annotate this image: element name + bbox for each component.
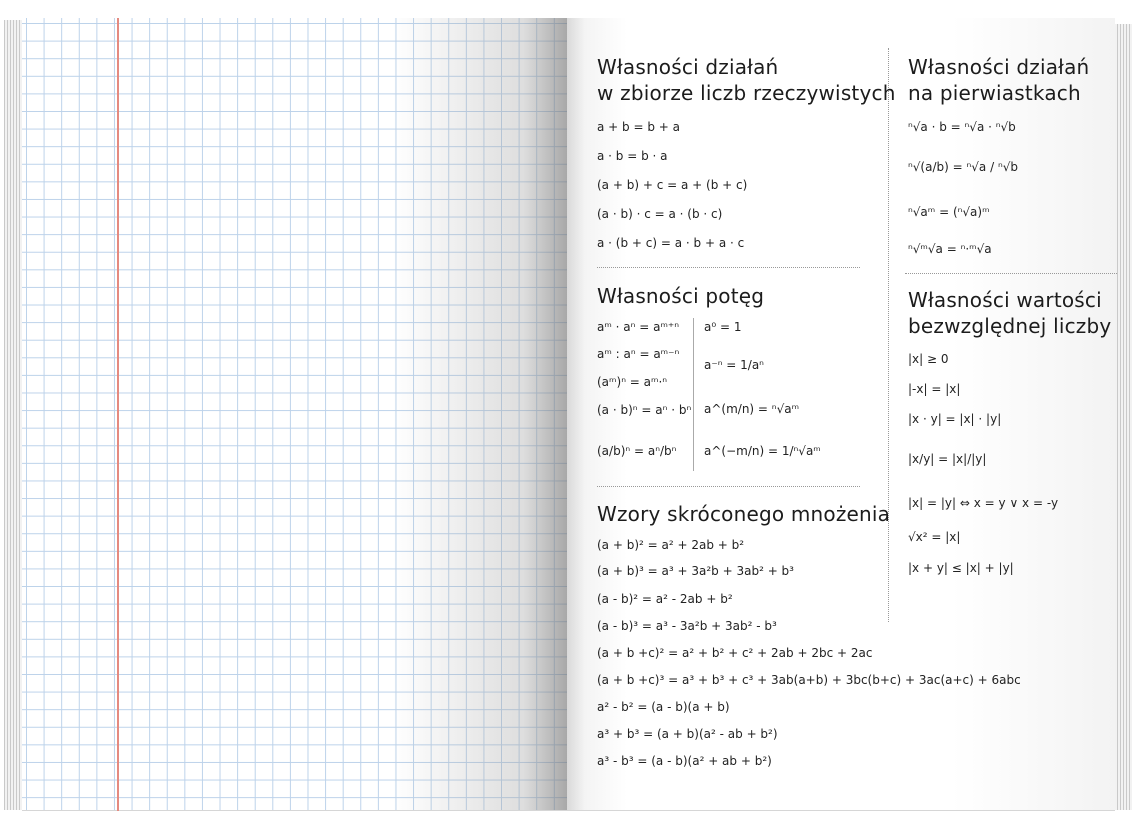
formula: a · (b + c) = a · b + a · c: [597, 236, 745, 250]
title-line: w zbiorze liczb rzeczywistych: [597, 81, 896, 105]
formula: (a - b)² = a² - 2ab + b²: [597, 592, 733, 606]
formula: a · b = b · a: [597, 149, 668, 163]
formula: (a · b)ⁿ = aⁿ · bⁿ: [597, 403, 692, 417]
formula: a⁻ⁿ = 1/aⁿ: [704, 358, 764, 372]
formula: |x/y| = |x|/|y|: [908, 452, 987, 466]
formula: |-x| = |x|: [908, 382, 961, 396]
formula: ⁿ√a · b = ⁿ√a · ⁿ√b: [908, 120, 1016, 134]
title-line: Własności wartości: [908, 288, 1102, 312]
section-divider: [905, 273, 1117, 274]
formula: (a - b)³ = a³ - 3a²b + 3ab² - b³: [597, 619, 777, 633]
section-divider: [597, 267, 860, 268]
title-line: na pierwiastkach: [908, 81, 1081, 105]
multiplication-title: Wzory skróconego mnożenia: [597, 502, 891, 526]
formula: (a + b +c)² = a² + b² + c² + 2ab + 2bc + 2ac: [597, 646, 873, 660]
formula: ⁿ√(a/b) = ⁿ√a / ⁿ√b: [908, 160, 1018, 174]
grid-page: [22, 18, 567, 811]
roots-title: [908, 54, 1089, 106]
powers-divider: [693, 318, 694, 471]
margin-line: [117, 18, 119, 811]
formula: (a + b)³ = a³ + 3a²b + 3ab² + b³: [597, 564, 794, 578]
formula: a + b = b + a: [597, 120, 680, 134]
right-page-edges: [1112, 24, 1132, 810]
powers-title: Własności potęg: [597, 284, 765, 308]
formula: a³ - b³ = (a - b)(a² + ab + b²): [597, 754, 772, 768]
formula: |x| = |y| ⇔ x = y ∨ x = -y: [908, 496, 1059, 510]
formula: a⁰ = 1: [704, 320, 742, 334]
title-line: Własności działań: [908, 55, 1090, 79]
formula: (a · b) · c = a · (b · c): [597, 207, 723, 221]
formula: (a + b +c)³ = a³ + b³ + c³ + 3ab(a+b) + 3bc(b+c) + 3ac(a+c) + 6abc: [597, 673, 1021, 687]
title-line: bezwzględnej liczby: [908, 314, 1112, 338]
absolute-value-title: [908, 287, 1111, 339]
formula: |x + y| ≤ |x| + |y|: [908, 561, 1014, 575]
formula: a^(m/n) = ⁿ√aᵐ: [704, 402, 800, 416]
formula: aᵐ : aⁿ = aᵐ⁻ⁿ: [597, 347, 680, 361]
formula: |x| ≥ 0: [908, 352, 949, 366]
formula: (a + b)² = a² + 2ab + b²: [597, 538, 745, 552]
section-divider: [597, 486, 860, 487]
formula: ⁿ√aᵐ = (ⁿ√a)ᵐ: [908, 205, 990, 219]
real-numbers-title: [597, 54, 896, 106]
column-divider: [888, 48, 889, 622]
formula: a³ + b³ = (a + b)(a² - ab + b²): [597, 727, 778, 741]
formula: ⁿ√ᵐ√a = ⁿ·ᵐ√a: [908, 242, 992, 256]
left-page-edges: [4, 20, 24, 810]
formula: (aᵐ)ⁿ = aᵐ·ⁿ: [597, 375, 668, 389]
formula: √x² = |x|: [908, 530, 961, 544]
formula: a² - b² = (a - b)(a + b): [597, 700, 730, 714]
formula: (a/b)ⁿ = aⁿ/bⁿ: [597, 444, 677, 458]
formula: aᵐ · aⁿ = aᵐ⁺ⁿ: [597, 320, 680, 334]
formula: (a + b) + c = a + (b + c): [597, 178, 748, 192]
formula: a^(−m/n) = 1/ⁿ√aᵐ: [704, 444, 821, 458]
title-line: Własności działań: [597, 55, 779, 79]
formula: |x · y| = |x| · |y|: [908, 412, 1002, 426]
